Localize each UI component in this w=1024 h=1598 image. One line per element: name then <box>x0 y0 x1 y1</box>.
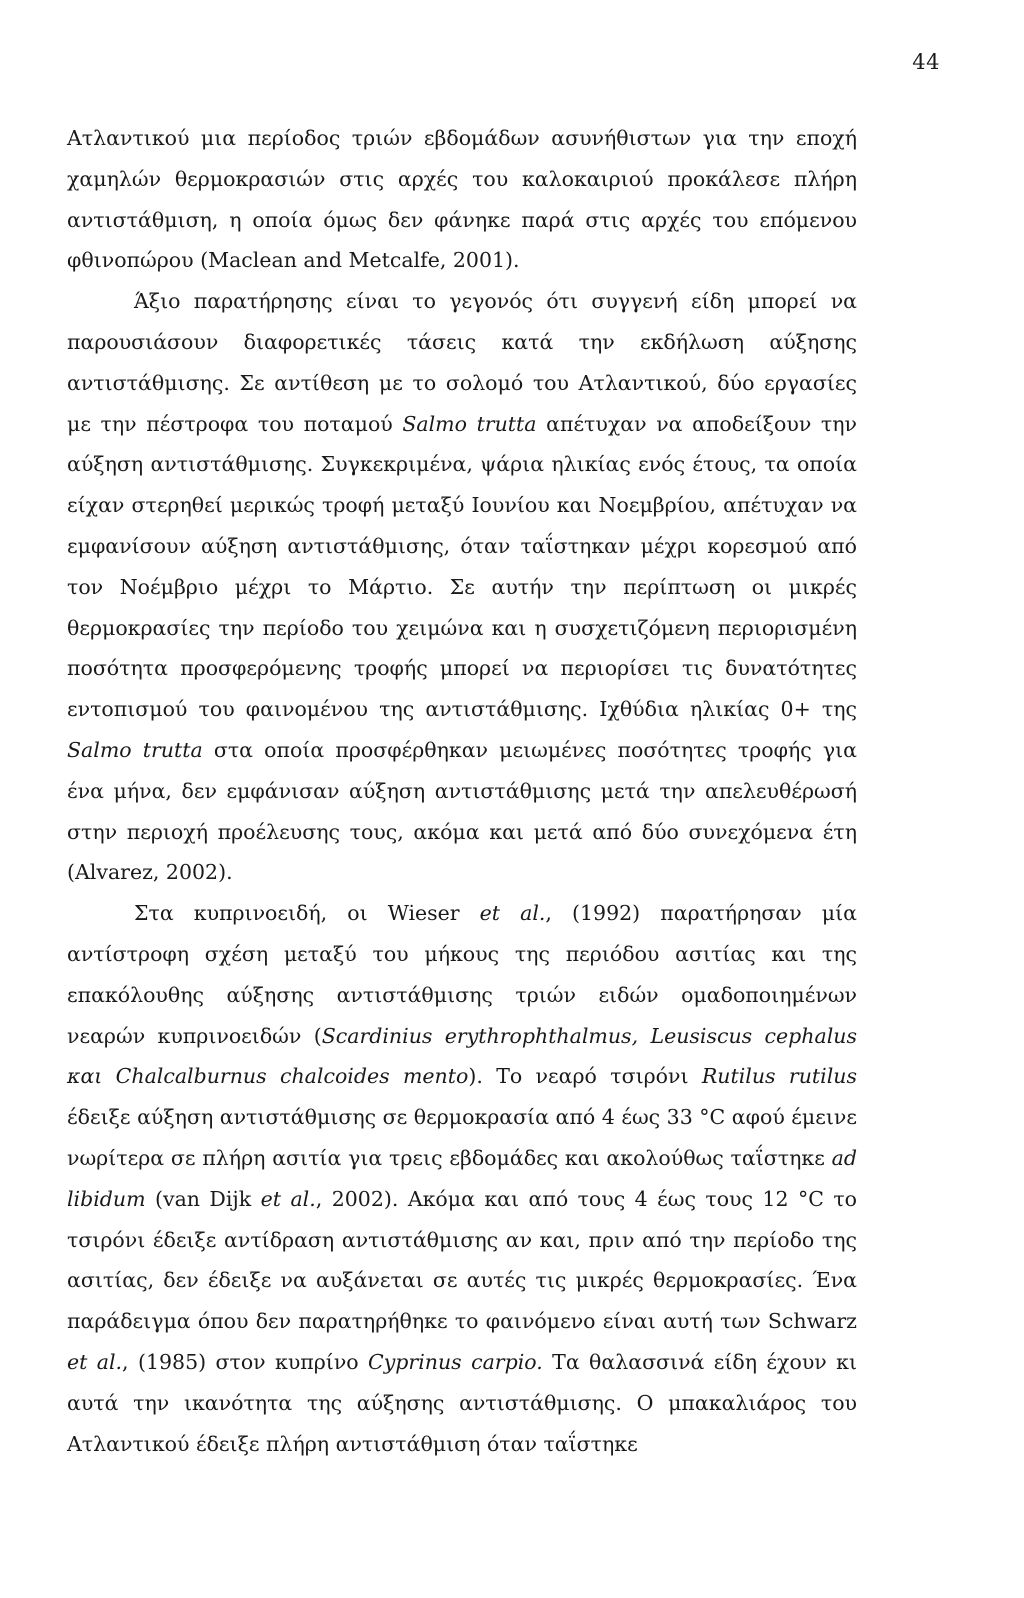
text-segment: Άξιο παρατήρησης είναι το γεγονός ότι συγγενή είδη μπορεί να παρουσιάσουν διαφορετικές τάσεις κατά την εκδήλωση αύξησης αντιστάθμισης. Σε αντίθεση με το σολομό του Ατλαντικού, δύο εργασίες με την πέστροφα του ποταμού <box>67 289 857 436</box>
paragraph-1 <box>67 118 857 281</box>
species-name-italic: Salmo trutta <box>67 737 203 762</box>
citation-et-al-italic: et al. <box>260 1186 316 1211</box>
citation-et-al-italic: et al. <box>479 901 546 926</box>
text-segment: ). Το νεαρό τσιρόνι <box>468 1064 702 1089</box>
species-name-italic: Salmo trutta <box>402 411 537 436</box>
body-text <box>67 118 857 1464</box>
species-list-italic: Scardinius erythrophthalmus, Leusiscus cephalus και Chalcalburnus chalcoides mento <box>67 1023 857 1089</box>
text-segment: στα οποία προσφέρθηκαν μειωμένες ποσότητες τροφής για ένα μήνα, δεν εμφάνισαν αύξηση αντιστάθμισης μετά την απελευθέρωσή στην περιοχή προέλευσης τους, ακόμα και μετά από δύο συνεχόμενα έτη (Alvarez, 2002). <box>67 737 857 885</box>
text-segment: Στα κυπρινοειδή, οι Wieser <box>134 901 480 926</box>
text-segment: απέτυχαν να αποδείξουν την αύξηση αντιστάθμισης. Συγκεκριμένα, ψάρια ηλικίας ενός έτους, τα οποία είχαν στερηθεί μερικώς τροφή μεταξύ Ιουνίου και Νοεμβρίου, απέτυχαν να εμφανίσουν αύξηση αντιστάθμισης, όταν ταΐστηκαν μέχρι κορεσμού από τον Νοέμβριο μέχρι το Μάρτιο. Σε αυτήν την περίπτωση οι μικρές θερμοκρασίες την περίοδο του χειμώνα και η συσχετιζόμενη περιορισμένη ποσότητα προσφερόμενης τροφής μπορεί να περιορίσει τις δυνατότητες εντοπισμού του φαινομένου της αντιστάθμισης. Ιχθύδια ηλικίας 0+ της <box>67 411 858 722</box>
latin-phrase-italic: ad libidum <box>67 1145 857 1211</box>
text-segment: Ατλαντικού μια περίοδος τριών εβδομάδων ασυνήθιστων για την εποχή χαμηλών θερμοκρασιών στις αρχές του καλοκαιριού προκάλεσε πλήρη αντιστάθμιση, η οποία όμως δεν φάνηκε παρά στις αρχές του επόμενου φθινοπώρου (Maclean and Metcalfe, 2001). <box>67 126 857 273</box>
page-number: 44 <box>912 50 940 74</box>
text-segment: έδειξε αύξηση αντιστάθμισης σε θερμοκρασία από 4 έως 33 °C αφού έμεινε νωρίτερα σε πλήρη ασιτία για τρεις εβδομάδες και ακολούθως ταΐστηκε <box>67 1105 857 1170</box>
citation-et-al-italic: et al. <box>67 1349 123 1374</box>
species-name-italic: Rutilus rutilus <box>701 1064 857 1089</box>
text-segment: , 2002). Ακόμα και από τους 4 έως τους 12 °C το τσιρόνι έδειξε αντίδραση αντιστάθμισης αν και, πριν από την περίοδο της ασιτίας, δεν έδειξε να αυξάνεται σε αυτές τις μικρές θερμοκρασίες. Ένα παράδειγμα όπου δεν παρατηρήθηκε το φαινόμενο είναι αυτή των Schwarz <box>67 1186 857 1334</box>
paragraph-2 <box>67 281 857 893</box>
text-segment: , (1992) παρατήρησαν μία αντίστροφη σχέση μεταξύ του μήκους της περιόδου ασιτίας και της επακόλουθης αύξησης αντιστάθμισης τριών ειδών ομαδοποιημένων νεαρών κυπρινοειδών ( <box>67 901 858 1048</box>
species-name-italic: Cyprinus carpio. <box>368 1349 543 1374</box>
text-segment: (van Dijk <box>145 1186 261 1211</box>
paragraph-3 <box>67 893 857 1464</box>
text-segment: , (1985) στον κυπρίνο <box>122 1349 369 1374</box>
text-segment: Τα θαλασσινά είδη έχουν κι αυτά την ικανότητα της αύξησης αντιστάθμισης. Ο μπακαλιάρος του Ατλαντικού έδειξε πλήρη αντιστάθμιση όταν ταΐστηκε <box>67 1349 857 1456</box>
